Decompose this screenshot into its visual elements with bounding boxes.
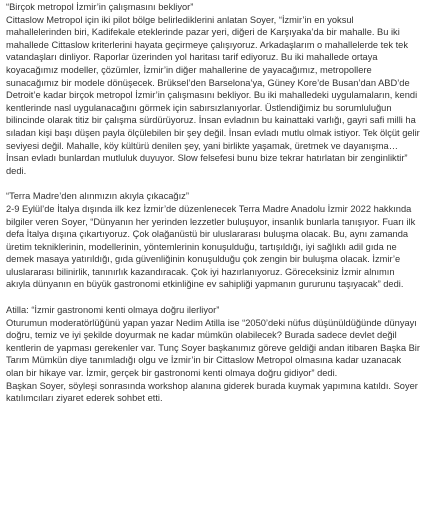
section-paragraph: Başkan Soyer, söyleşi sonrasında workshop alanına giderek burada kuymak yapımına katıldı. Soyer katılımcıları ziyaret ederek sohbet etti. (6, 380, 418, 404)
section-spacer (6, 177, 420, 190)
section-paragraph: Cittaslow Metropol için iki pilot bölge belirlediklerini anlatan Soyer, “İzmir’in en yoksul mahallelerinden biri, Kadifekale eteklerinde pazar yeri, diğeri de Karşıyaka’da bir mahalle. Bu iki mahallede Cittaslow kriterlerini hayata geçirmeye çalışıyoruz. Arkadaşlarım o mahallelerde tek tek vatandaşları dinliyor. Raporlar üzerinden yol haritası tarif ediyoruz. Bu iki mahallede ortaya koyacağımız modeller, çözümler, İzmir’in diğer mahallerine de yayacağımız, metropollere sunacağımız bir modele dönüşecek. Brüksel’den Barselona’ya, Güney Kore’de Busan’dan ABD’de Detroit’e kadar birçok metropol İzmir’in çalışmasını bekliyor. Bu iki mahalledeki uygulamaların, kendi kentlerinde nasl uygulanacağını görmek için sabırsızlanıyorlar. Üstlendiğimiz bu sorumluluğun bilincinde olarak titiz bir çalışma sürdürüyoruz. İnsan evladnın bu kainattaki varlığı, gayri safi milli ha sıladan kişi başı düşen payla ölçülebilen bir şey değil. İnsan evladı mutlu olmak istiyor. Tek ölçüt gelir seviyesi değil. Mahalle, köy kültürü denilen şey, yani birlikte yaşamak, üretmek ve dayanışma… İnsan evladı bunlardan mutluluk duyuyor. Slow felsefesi bunu bize tekrar hatırlatan bir zenginliktir” dedi. (6, 14, 420, 176)
section-cittaslow (6, 1, 420, 177)
section-terra-madre (6, 190, 420, 291)
section-spacer (6, 291, 420, 304)
section-atilla (6, 304, 420, 405)
section-heading: “Birçok metropol İzmir’in çalışmasını bekliyor” (6, 2, 194, 12)
section-heading: Atilla: “İzmir gastronomi kenti olmaya doğru ilerliyor” (6, 305, 220, 316)
section-paragraph: Oturumun moderatörlüğünü yapan yazar Nedim Atilla ise “2050’deki nüfus düşünüldüğünde dünyayı doğru, temiz ve iyi şekilde doyurmak ne kadar mümkün olabilecek? Burada sadece devlet değil kentlerin de yapması gerekenler var. Tunç Soyer başkanımız göreve geldiği andan itibaren Başka Bir Tarım Mümkün diye tanımladığı olgu ve İzmir’in bir Cittaslow Metropol olmasına kadar uzanacak olan bir hikaye var. İzmir, gerçek bir gastronomi kenti olmaya doğru gidiyor” dedi. (6, 317, 420, 379)
section-heading: “Terra Madre’den alınmızın akıyla çıkacağız” (6, 191, 189, 202)
section-paragraph: 2-9 Eylül’de İtalya dışında ilk kez İzmir’de düzenlenecek Terra Madre Anadolu İzmir 2022 hakkında bilgiler veren Soyer, “Dünyanın her yerinden lezzetler buluşuyor, insanlık bunlarla tanışıyor. Fuarı ilk defa İtalya dışına çıkartıyoruz. Çok olağanüstü bir uluslararası buluşma olacak. Bu, aynı zamanda üretim tekniklerinin, modellerinin, yöntemlerinin konuşulduğu, tartışıldığı, iyi sağlıklı adil gıda ne demek masaya yatırıldığı, gıda güvenliğinin konuşulduğu çok zengin bir buluşma olacak. İzmir’e uluslararası bilinirlik, tanınırlık kazandıracak. Çok iyi hazırlanıyoruz. Göreceksiniz İzmir alnımın akıyla dünyanın en büyük gastronomi etkinliğine ev sahipliği yapmanın gururunu taşıyacak” dedi. (6, 203, 416, 290)
